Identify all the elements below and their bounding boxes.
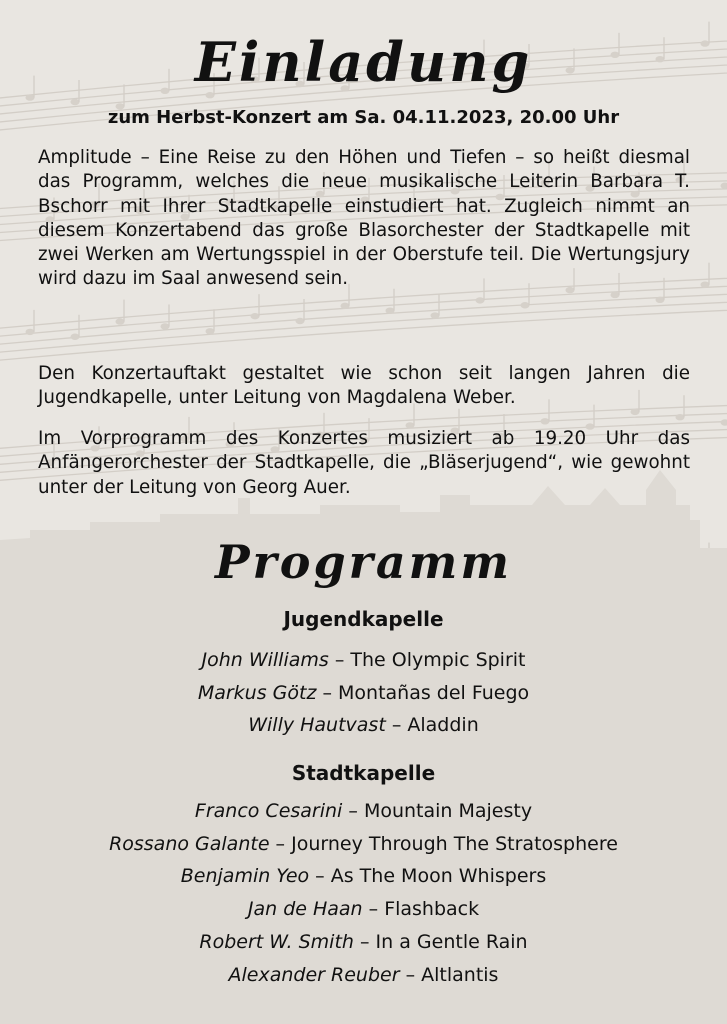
program-list-stadtkapelle — [0, 795, 727, 991]
program-item — [0, 828, 727, 861]
composer-name: Markus Götz — [197, 681, 317, 704]
program-item — [0, 926, 727, 959]
work-title: Flashback — [384, 898, 480, 921]
work-title: As The Moon Whispers — [330, 865, 547, 888]
invitation-title: Einladung — [194, 30, 533, 94]
composer-name: Rossano Galante — [109, 832, 270, 855]
concert-date-subtitle: zum Herbst-Konzert am Sa. 04.11.2023, 20.00 Uhr — [107, 107, 620, 128]
composer-name: Robert W. Smith — [199, 930, 354, 953]
work-title: In a Gentle Rain — [375, 930, 528, 953]
program-title: Programm — [214, 535, 513, 589]
dash-separator: – — [399, 963, 422, 986]
program-item — [0, 644, 727, 677]
composer-name: Franco Cesarini — [194, 800, 343, 822]
section-heading-jugendkapelle: Jugendkapelle — [283, 607, 444, 631]
composer-name: Benjamin Yeo — [180, 865, 310, 888]
program-item — [0, 959, 727, 992]
program-list-jugendkapelle — [0, 644, 727, 742]
work-title: The Olympic Spirit — [350, 649, 526, 671]
program-item — [0, 677, 727, 710]
work-title: Aladdin — [407, 714, 479, 737]
dash-separator: – — [362, 898, 385, 921]
dash-separator: – — [353, 930, 376, 953]
work-title: Journey Through The Stratosphere — [291, 832, 618, 855]
dash-separator: – — [328, 649, 351, 671]
section-heading-stadtkapelle: Stadtkapelle — [291, 761, 436, 785]
opening-paragraph: Den Konzertauftakt gestaltet wie schon seit langen Jahren die Jugendkapelle, unter Leitung von Magdalena Weber. — [38, 363, 690, 409]
work-title: Montañas del Fuego — [338, 681, 530, 704]
work-title: Altlantis — [421, 963, 499, 986]
composer-name: Willy Hautvast — [248, 714, 386, 737]
program-item — [0, 795, 727, 828]
dash-separator: – — [342, 800, 364, 822]
intro-paragraph: Amplitude – Eine Reise zu den Höhen und Tiefen – so heißt diesmal das Programm, welches die neue musikalische Leiterin Barbara T. Bschorr mit Ihrer Stadtkapelle einstudiert hat. Zugleich nimmt an diesem Konzertabend das große Blasorchester der Stadtkapelle mit zwei Werken am Wertungsspiel in der Oberstufe teil. Die Wertungsjury wird dazu im Saal anwesend sein. — [38, 147, 690, 290]
work-title: Mountain Majesty — [363, 800, 533, 822]
composer-name: Alexander Reuber — [228, 963, 400, 986]
dash-separator: – — [316, 681, 339, 704]
program-item — [0, 860, 727, 893]
dash-separator: – — [309, 865, 331, 888]
dash-separator: – — [269, 832, 292, 855]
composer-name: John Williams — [201, 649, 329, 671]
composer-name: Jan de Haan — [247, 898, 363, 921]
preprogram-paragraph: Im Vorprogramm des Konzertes musiziert ab 19.20 Uhr das Anfängerorchester der Stadtkapelle, die „Bläserjugend“, wie gewohnt unter der Leitung von Georg Auer. — [38, 428, 690, 498]
dash-separator: – — [385, 714, 408, 737]
program-item — [0, 893, 727, 926]
program-item — [0, 709, 727, 742]
